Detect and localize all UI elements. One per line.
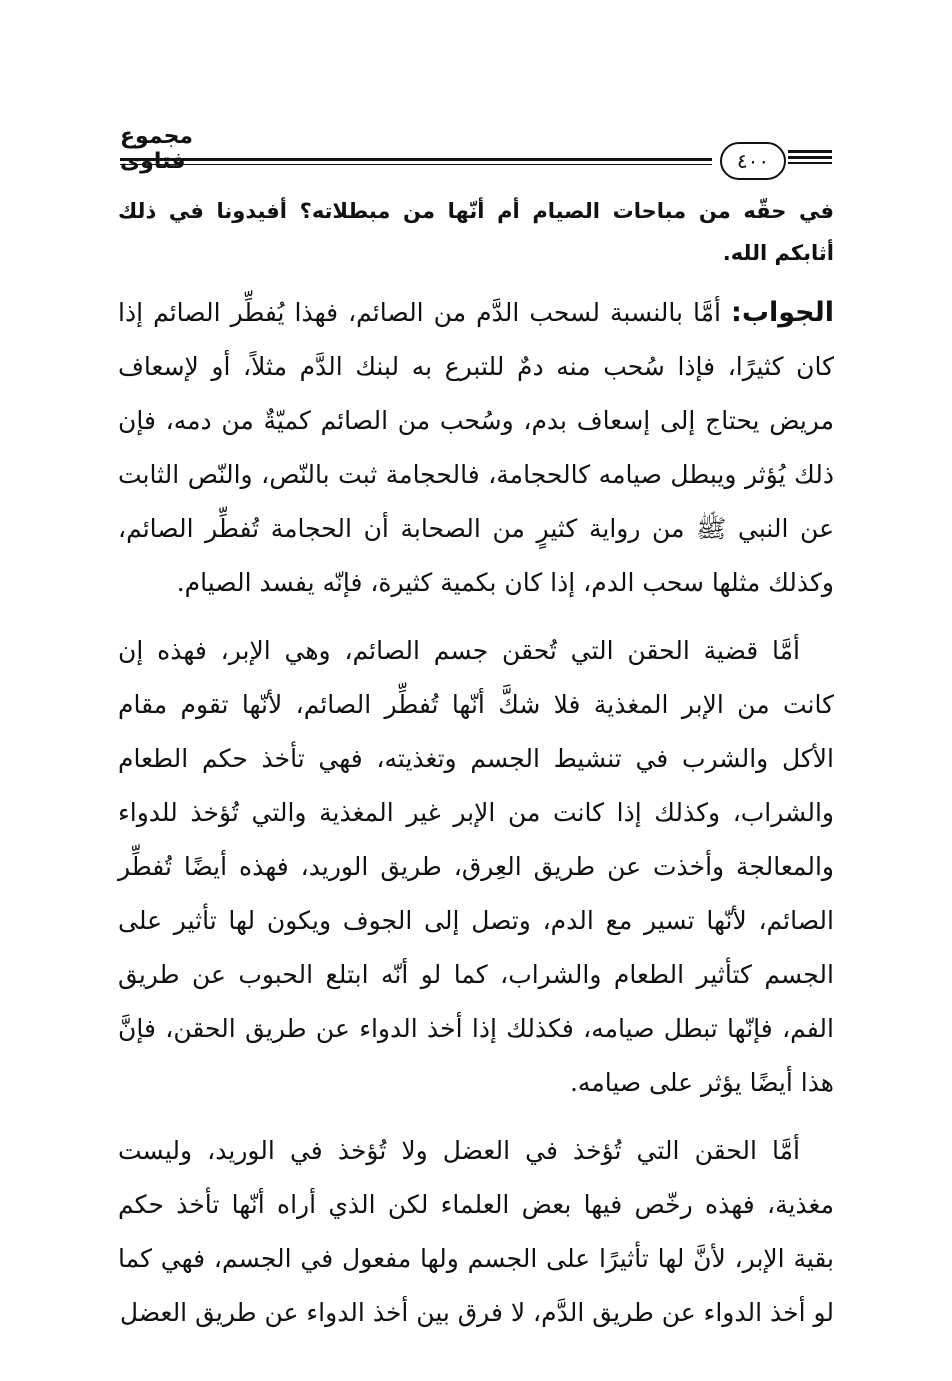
header-rule — [120, 158, 712, 161]
book-title: مجموع فتاوى — [120, 124, 194, 174]
answer-paragraph-3: أمَّا الحقن التي تُؤخذ في العضل ولا تُؤخذ في الوريد، وليست مغذية، فهذه رخّص فيها بعض العلماء لكن الذي أراه أنّها تأخذ حكم بقية الإبر، لأنَّ لها تأثيرًا على الجسم ولها مفعول في الجسم، فهي كما لو أخذ الدواء عن طريق الدَّم، لا فرق بين أخذ الدواء عن طريق العضل — [118, 1136, 834, 1327]
answer-paragraph-1 — [118, 286, 834, 610]
header-rule-right-2 — [788, 156, 832, 159]
answer-paragraph-1-text: أمَّا بالنسبة لسحب الدَّم من الصائم، فهذا يُفطِّر الصائم إذا كان كثيرًا، فإذا سُحب منه دمٌ للتبرع به لبنك الدَّم مثلاً، أو لإسعاف مريض يحتاج إلى إسعاف بدم، وسُحب من الصائم كميّةٌ من دمه، فإن ذلك يُؤثر ويبطل صيامه كالحجامة، فالحجامة ثبت بالنّص، والنّص الثابت عن النبي ﷺ من رواية كثيرٍ من الصحابة أن الحجامة تُفطِّر الصائم، وكذلك مثلها سحب الدم، إذا كان بكمية كثيرة، فإنّه يفسد الصيام. — [118, 298, 834, 597]
header-rule-right-3 — [788, 162, 832, 164]
question-text: في حقّه من مباحات الصيام أم أنّها من مبطلاته؟ أفيدونا في ذلك أثابكم الله. — [118, 199, 834, 265]
header-rule-thin — [120, 164, 712, 165]
page-header — [120, 118, 832, 178]
page-body — [118, 190, 834, 1354]
answer-label: الجواب: — [731, 297, 834, 328]
page-number-badge — [720, 142, 786, 180]
header-rule-right-1 — [788, 150, 832, 153]
answer-paragraph-2: أمَّا قضية الحقن التي تُحقن جسم الصائم، وهي الإبر، فهذه إن كانت من الإبر المغذية فلا شكَّ أنّها تُفطِّر الصائم، لأنّها تقوم مقام الأكل والشرب في تنشيط الجسم وتغذيته، فهي تأخذ حكم الطعام والشراب، وكذلك إذا كانت من الإبر غير المغذية والتي تُؤخذ للدواء والمعالجة وأخذت عن طريق العِرق، طريق الوريد، فهذه أيضًا تُفطِّر الصائم، لأنّها تسير مع الدم، وتصل إلى الجوف ويكون لها تأثير على الجسم كتأثير الطعام والشراب، كما لو أنّه ابتلع الحبوب عن طريق الفم، فإنّها تبطل صيامه، فكذلك إذا أخذ الدواء عن طريق الحقن، فإنَّ هذا أيضًا يؤثر على صيامه. — [118, 636, 834, 1097]
page-number: ٤٠٠ — [736, 149, 770, 173]
